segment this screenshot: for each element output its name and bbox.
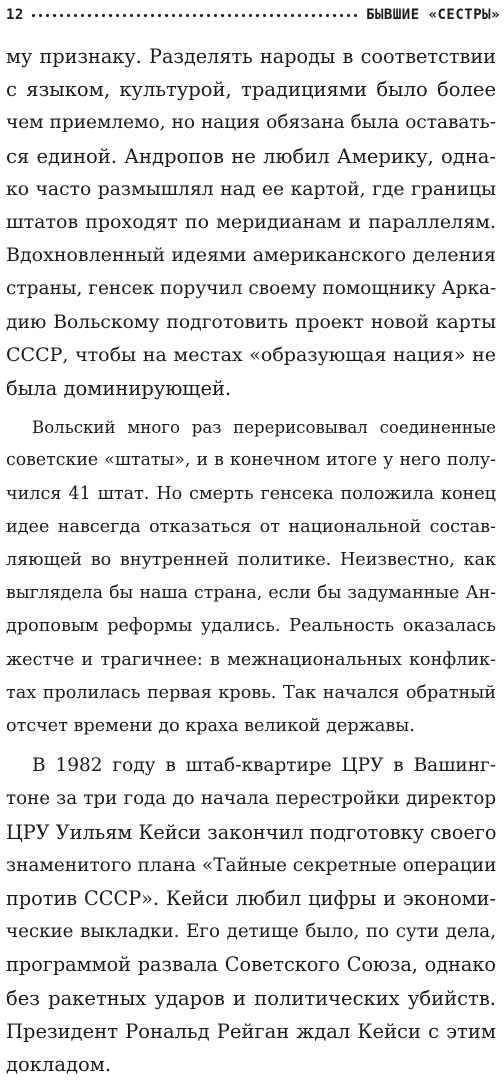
text-line: чем приемлемо, но нация обязана была оставать-	[6, 112, 496, 134]
text-line: докладом.	[6, 1053, 112, 1077]
text-line: знаменитого плана «Тайные секретные операции	[6, 854, 497, 876]
paragraph-1	[6, 40, 496, 405]
text-line: Вольский много раз перерисовывал соединенные	[32, 418, 496, 438]
text-line: штатов проходят по меридианам и параллелям.	[6, 211, 496, 234]
header-dot-leader	[30, 14, 360, 17]
text-line: жестче и трагичнее: в межнациональных конфлик-	[6, 649, 496, 670]
page-number: 12	[6, 7, 24, 23]
text-line: СССР, чтобы на местах «образующая нация» не	[6, 343, 496, 366]
text-line: дроповым реформы удались. Реальность оказалась	[6, 616, 496, 637]
text-line: ляющей во внутренней политике. Неизвестно, как	[6, 550, 496, 571]
text-line: программой развала Советского Союза, однако	[6, 953, 496, 977]
text-line: страны, генсек поручил своему помощнику Арка-	[6, 278, 497, 300]
text-line: выглядела бы наша страна, если бы задуманные Ан-	[6, 583, 496, 604]
text-line: идее навсегда отказаться от национальной состав-	[6, 516, 496, 537]
paragraph-3	[6, 749, 496, 1081]
text-line: тах пролилась первая кровь. Так начался обратный	[6, 682, 496, 703]
text-line: дию Вольскому подготовить проект новой карты	[6, 311, 496, 333]
text-line: Президент Рональд Рейган ждал Кейси с этим	[6, 1019, 496, 1043]
text-line: ко часто размышлял над ее картой, где границы	[6, 178, 496, 200]
text-line: Вдохновленный идеями американского деления	[6, 244, 496, 267]
text-line: чился 41 штат. Но смерть генсека положила конец	[6, 483, 496, 504]
text-line: с языком, культурой, традициями было более	[6, 78, 496, 102]
text-line: отсчет времени до краха великой державы.	[6, 716, 415, 737]
text-line: тоне за три года до начала перестройки директор	[6, 788, 496, 810]
text-line: В 1982 году в штаб-квартире ЦРУ в Вашинг-	[32, 755, 496, 777]
text-line: му признаку. Разделять народы в соответствии	[6, 45, 496, 68]
text-line: ся единой. Андропов не любил Америку, одна-	[6, 144, 496, 168]
text-line: ЦРУ Уильям Кейси закончил подготовку своего	[6, 820, 497, 844]
text-line: без ракетных ударов и политических убийств.	[6, 986, 496, 1010]
text-line: советские «штаты», и в конечном итоге у него полу-	[6, 450, 496, 471]
body-text	[6, 40, 496, 1081]
paragraph-2	[6, 411, 496, 743]
text-line: была доминирующей.	[6, 377, 232, 401]
running-title: БЫВШИЕ «СЕСТРЫ»	[366, 7, 500, 23]
text-line: против СССР». Кейси любил цифры и экономи-	[6, 887, 496, 911]
running-header	[6, 3, 500, 27]
text-line: ческие выкладки. Его детище было, по сути дела,	[6, 921, 496, 943]
